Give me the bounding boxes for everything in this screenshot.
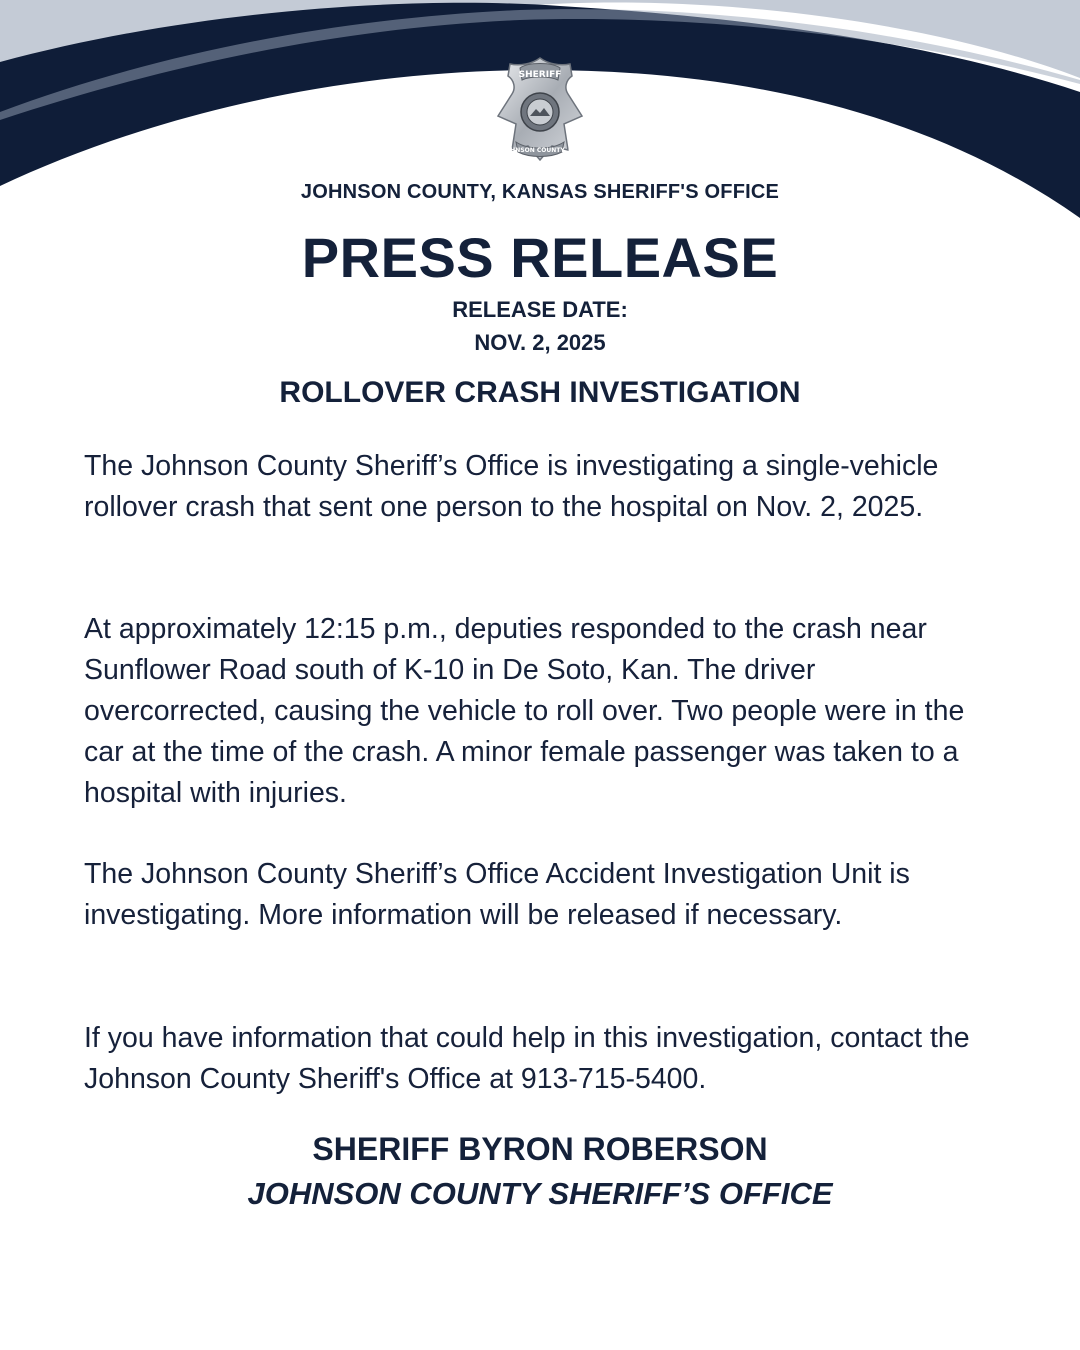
release-headline: ROLLOVER CRASH INVESTIGATION	[279, 376, 801, 409]
page-title: PRESS RELEASE	[301, 226, 779, 289]
body-paragraph: If you have information that could help in this investigation, contact the Johnson County Sheriff's Office at 913-715-5400.	[84, 1022, 970, 1095]
sheriff-badge-icon	[492, 54, 588, 166]
signature-name: SHERIFF BYRON ROBERSON	[312, 1131, 768, 1167]
release-date-value: NOV. 2, 2025	[474, 330, 606, 355]
signature-office: JOHNSON COUNTY SHERIFF’S OFFICE	[247, 1176, 833, 1211]
release-date-label: RELEASE DATE:	[452, 297, 628, 322]
body-paragraph: At approximately 12:15 p.m., deputies responded to the crash near Sunflower Road south of K-10 in De Soto, Kan. The driver overcorrected, causing the vehicle to roll over. Two people were in the car at the time of the crash. A minor female passenger was taken to a hospital with injuries.	[84, 613, 965, 809]
body-paragraph: The Johnson County Sheriff’s Office Accident Investigation Unit is investigating. More information will be released if necessary.	[84, 858, 910, 931]
svg-text:JOHNSON COUNTY, KS: JOHNSON COUNTY, KS	[502, 147, 578, 154]
body-paragraph: The Johnson County Sheriff’s Office is investigating a single-vehicle rollover crash that sent one person to the hospital on Nov. 2, 2025.	[84, 450, 939, 523]
svg-text:SHERIFF: SHERIFF	[518, 70, 562, 80]
organization-name: JOHNSON COUNTY, KANSAS SHERIFF'S OFFICE	[300, 181, 780, 203]
